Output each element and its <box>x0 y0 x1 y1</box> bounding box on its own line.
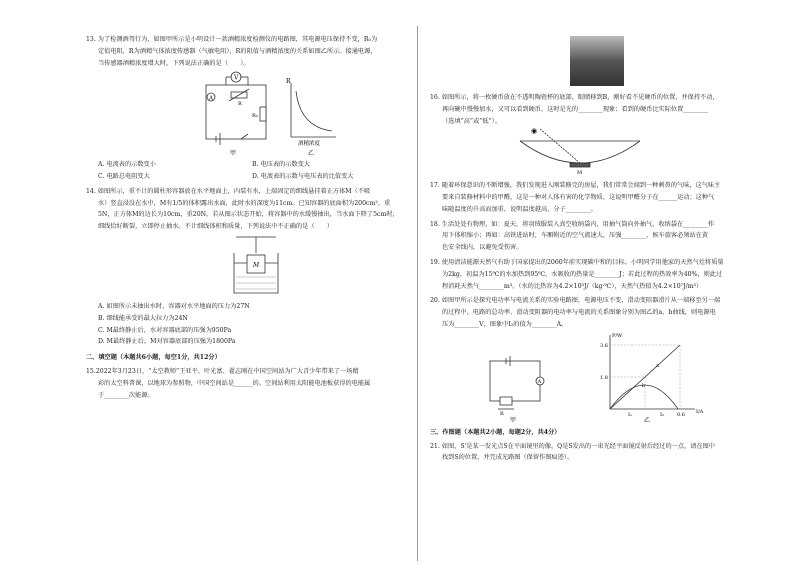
q14-line: 细线恰好断裂，立即停止抽水。不计细线体积和质量，下列说法中不正确的是（ ） <box>98 223 334 231</box>
question-19 <box>430 257 748 292</box>
q16-line: 再向碗中慢慢加水，又可以看到硬币，这时是光的________现象；看到的硬币比实际位置________ <box>442 105 709 113</box>
q19-line: 程消耗天然气________m³。（水的比热容为4.2×10³J/（kg·℃），天然气热值为4.2×10⁷J/m³） <box>442 282 703 290</box>
q18-line: 色安全线内，以避免受伤害。 <box>442 244 523 252</box>
q18-line: 18. 生活处处有物理，如：夏天，将羽绒服装入真空收纳袋内，用抽气筒向外抽气，收纳袋在________作 <box>430 220 715 228</box>
graph-axis-x: I/A <box>696 408 704 415</box>
ammeter-label: A <box>537 378 542 385</box>
q17-line: 味随温度的升高而加重，说明温度越高，分子________。 <box>442 205 597 213</box>
question-16 <box>430 92 748 177</box>
option-c[interactable]: C. 电路总电阻变大 <box>98 173 150 181</box>
q14-line: 5N，正方体M的边长为10cm，重20N，若从图示状态开始，将容器中的水缓慢抽出，当水面下降了5cm时， <box>98 211 399 219</box>
column-divider <box>417 26 418 561</box>
q16-line: 16. 如图所示，将一枚硬币放在不透明陶瓷杯的底部，眼睛移到B，刚好看不见硬币的位置，并保持不动， <box>430 94 719 101</box>
q18-line: 用下体积缩小；再如：高铁进站时，车厢附近的空气流速大，压强________，候车旅客必须站在黄 <box>442 232 709 240</box>
curve-label: a <box>656 362 659 369</box>
q15-line: 于________次能源。 <box>98 391 154 399</box>
question-18 <box>430 219 748 254</box>
sensor-label: R <box>238 101 242 108</box>
cube-label: M <box>253 262 260 270</box>
option-b[interactable]: B. 电压表的示数变大 <box>252 161 310 169</box>
fig-caption: 乙 <box>644 416 651 423</box>
q20-line: 20. 如图甲所示是探究电功率与电流关系的实验电路图，电源电压不变，滑动变阻器滑片从一端移至另一端 <box>430 297 721 305</box>
option-a[interactable]: A. 电流表的示数变小 <box>98 161 156 169</box>
option-d[interactable]: D. M最终静止后，M对容器底部的压强为1800Pa <box>98 338 236 346</box>
question-14 <box>86 186 406 348</box>
question-20 <box>430 295 748 422</box>
voltmeter-label: V <box>234 74 239 82</box>
fig-caption: 乙 <box>308 150 315 158</box>
graph-axis-x: 酒精浓度 <box>298 141 321 148</box>
q15-line: 15.2022年3月23日，“太空教师”王亚平、叶光富、翟志刚在中国空间站为广大青少年带来了一场精 <box>86 367 359 375</box>
tick-label: I₂ <box>660 411 664 418</box>
fig-caption: 甲 <box>510 416 517 423</box>
r0-label: R₀ <box>252 113 258 120</box>
right-column <box>430 92 748 467</box>
q21-line: 找到S的位置，并完成光路图（保留作图痕迹）。 <box>442 454 574 462</box>
q16-figure <box>430 127 748 177</box>
q13-line: 定值电阻，R为酒精气体浓度传感器（气敏电阻），R的阻值与酒精浓度的关系如图乙所示。接通电源， <box>98 47 377 55</box>
q14-line: 14. 如图所示，重不计的圆柱形容器放在水平地面上，内装有水，上端固定的细线悬挂着正方体M（不吸 <box>86 187 371 195</box>
q19-line: 为2kg，初温为15℃的水加热到95℃，水吸收的热量是________J；若此过程的热效率为40%，则此过 <box>442 270 723 278</box>
question-17 <box>430 180 748 215</box>
tick-label: I₁ <box>628 411 632 418</box>
ammeter-label: A <box>209 95 213 102</box>
q21-line: 21. 如图，S'是某一发光点S在平面镜里的像，Q是S发出的一束光经平面镜反射后经过的一点，请在图中 <box>430 442 715 450</box>
q14-line: 水）竖直浸没在水中，M有1/5的体积露出水面，此时水的深度为11cm。已知容器的底面积为200cm²，重 <box>98 199 391 207</box>
q13-line: 13. 为了检测酒驾行为，如图甲所示是小明设计一款酒精浓度检测仪的电路图，其电源电压保持不变，R₀为 <box>86 36 378 43</box>
q14-figure <box>86 233 406 301</box>
question-21 <box>430 441 748 465</box>
option-d[interactable]: D. 电流表的示数与电压表的比值变大 <box>252 173 354 181</box>
q16-line: （选填“高”或“低”）。 <box>442 117 502 125</box>
tick-label: 1.8 <box>600 374 608 381</box>
q20-figure <box>430 331 748 423</box>
left-column <box>86 34 406 404</box>
rheostat-label: R <box>500 410 504 417</box>
q17-line: 要来自装修材料中的甲醛，这是一种对人体有害的化学物质，这说明甲醛分子在______运动；这种气 <box>442 194 715 202</box>
q13-figure <box>86 69 406 159</box>
q19-line: 19. 使用清洁能源天然气有助于国家提出的2060年前实现碳中和的目标。小明同学用他家的天然气灶将质量 <box>430 259 724 267</box>
fig-caption: 甲 <box>230 150 237 158</box>
q17-line: 17. 随着环保意识的不断增强，我们发现进入刚装修完的房屋，我们常常会闻到一种刺鼻的气味，这气味主 <box>430 182 721 190</box>
graph-axis-y: P/W <box>612 332 623 339</box>
option-a[interactable]: A. 如图所示未抽出水时，容器对水平地面的压力为27N <box>98 303 250 311</box>
graph-axis-y: R <box>286 78 291 86</box>
coin-label: M <box>577 170 583 177</box>
section-heading: 二、填空题（本题共6小题，每空1分，共12分） <box>86 354 221 362</box>
q13-line: 当传感器酒精浓度增大时，下列说法正确的是（ ）。 <box>98 59 250 67</box>
q15-line: 彩的太空科普课，以地球为参照物，中国空间站是______的。空间站利用太阳能电池板获得的电能属 <box>98 379 371 387</box>
option-b[interactable]: B. 细线能承受的最大拉力为24N <box>98 314 188 322</box>
question-15 <box>86 366 406 401</box>
eye-icon: ◉ <box>531 127 538 136</box>
option-c[interactable]: C. M最终静止后，水对容器底部的压强为950Pa <box>98 326 232 334</box>
section-heading: 三、作图题（本题共2小题，每题2分，共4分） <box>430 428 561 436</box>
question-13 <box>86 34 406 183</box>
astronauts-photo <box>570 36 624 86</box>
tick-label: 0.6 <box>677 411 685 418</box>
curve-label: b <box>642 382 646 389</box>
q20-line: 压为________V，图象中I₂的值为________A。 <box>442 320 568 328</box>
q14-options <box>86 301 406 348</box>
q13-options <box>86 159 406 183</box>
tick-label: 3.6 <box>600 342 608 349</box>
q20-line: 的过程中，电路的总功率、滑动变阻器的电功率与电流的关系图象分别为图乙的a、b曲线，则电源电 <box>442 309 716 317</box>
